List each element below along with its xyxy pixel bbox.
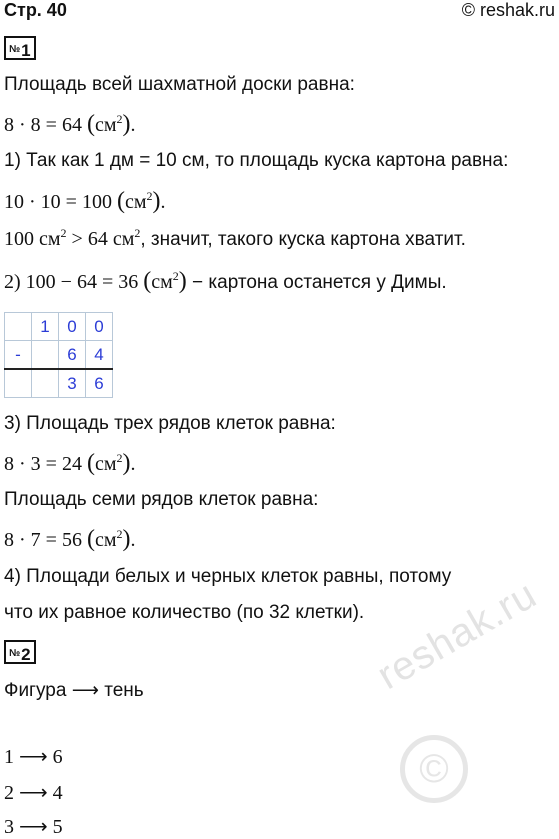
task1-line5: 3) Площадь трех рядов клеток равна: (4, 413, 336, 434)
task1-eq1: 8 · 8 = 64 $(см^2)$. (4, 111, 136, 137)
grid-cell: 0 (59, 313, 86, 341)
task1-eq6: 8 · 7 = 56 $(см^2)$. (4, 526, 136, 552)
task1-line4: 2) 100 − 64 = 36 $(см^2)$ − картона останется у Димы. (4, 268, 447, 294)
task1-line7: 4) Площади белых и черных клеток равны, потому (4, 566, 452, 587)
number-sign: № (9, 648, 21, 659)
task2-map2: 2 ⟶ 4 (4, 782, 63, 804)
task2-map3: 3 ⟶ 5 (4, 816, 63, 838)
subtraction-grid (4, 312, 113, 398)
grid-cell: 6 (59, 341, 86, 370)
grid-cell: 1 (32, 313, 59, 341)
task1-line8: что их равное количество (по 32 клетки). (4, 602, 365, 623)
grid-cell: - (5, 341, 32, 370)
eq2-text: 10 · 10 = 100 (4, 191, 112, 213)
grid-cell (5, 313, 32, 341)
task1-line6: Площадь семи рядов клеток равна: (4, 489, 319, 510)
page-number: Стр. 40 (4, 0, 67, 20)
watermark-copyright-icon: © (400, 735, 468, 803)
number-sign: № (9, 44, 21, 55)
task1-line1: Площадь всей шахматной доски равна: (4, 74, 355, 95)
grid-row (5, 341, 113, 370)
task-2-number: 2 (21, 645, 31, 664)
task1-eq2: 10 · 10 = 100 $(см^2)$. (4, 188, 166, 214)
grid-row (5, 313, 113, 341)
task1-line3: 100 $см^2 > 64$ $см^2$, значит, такого куска картона хватит. (4, 226, 466, 250)
task-1-number: 1 (21, 41, 31, 60)
task-2-badge (4, 640, 36, 664)
grid-cell: 6 (86, 369, 113, 398)
task1-line2: 1) Так как 1 дм = 10 см, то площадь куска картона равна: (4, 150, 509, 171)
grid-cell: 4 (86, 341, 113, 370)
grid-cell (32, 369, 59, 398)
watermark-text: reshak.ru (370, 572, 545, 699)
eq1-text: 8 · 8 = 64 (4, 114, 82, 136)
grid-cell (32, 341, 59, 370)
task1-eq5: 8 · 3 = 24 $(см^2)$. (4, 450, 136, 476)
grid-cell (5, 369, 32, 398)
grid-row (5, 369, 113, 398)
task2-line1: Фигура ⟶ тень (4, 680, 144, 701)
task-1-badge (4, 36, 36, 60)
task2-map1: 1 ⟶ 6 (4, 746, 63, 768)
grid-cell: 0 (86, 313, 113, 341)
site-credit: © reshak.ru (461, 0, 555, 20)
grid-cell: 3 (59, 369, 86, 398)
